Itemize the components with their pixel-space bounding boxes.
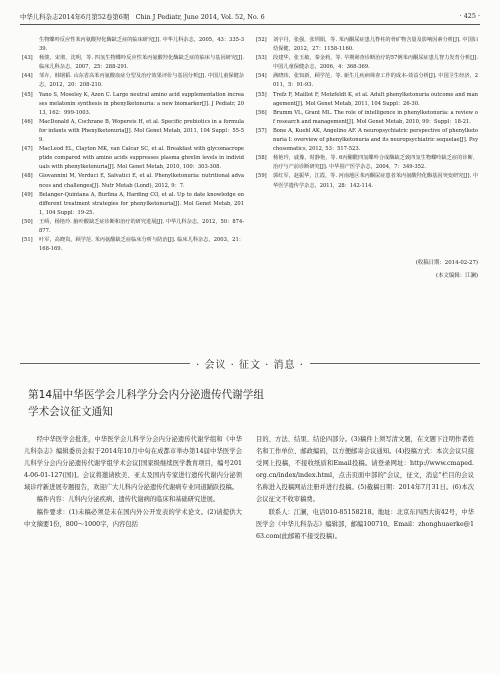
reference-number: [48] <box>22 173 33 180</box>
reference-item <box>256 36 478 54</box>
reference-text: 杨艳玲，戚豫，时静艳，等. 6丙酮酰四氢蝶呤合成酶缺乏致四氢生物蝶呤缺乏症的诊断、治疗与产前诊断研究[J]. 中华围产医学杂志，2004，7：349-352. <box>273 155 478 171</box>
reference-number: [50] <box>22 218 33 225</box>
reference-item <box>256 109 478 127</box>
reference-text: 郭红军，赵振华，江霞，等. 河南地区苯丙酮尿症患者苯丙氨酸羟化酶基因突变研究[J]. 中华医学遗传学杂志，2011，28：142-114. <box>273 173 478 189</box>
notice-body-left <box>24 434 242 531</box>
reference-number: [45] <box>22 91 33 98</box>
reference-number: [55] <box>256 91 267 98</box>
reference-number: [59] <box>256 173 267 180</box>
reference-text: 刘宇丹，张强，张圳娟，等. 苯丙酮尿症患儿脊柱的骨矿物含量及影响因素分析[J]. 中国妇幼保健，2012，27：1158-1160. <box>273 37 478 53</box>
reference-item <box>256 54 478 72</box>
reference-text: Brumm VL, Grant ML. The role of intelligence in phenylketonuria: a review of research and management[J]. Mol Genet Metab, 2010, 99：Suppl：18-21. <box>273 109 478 125</box>
reference-text: Bone A, Kuehl AK, Angelino AF. A neuropsychiatric perspective of phenylketonuria I: overview of phenylketonuria and its neuropsychiatric sequelae[J]. Psychosomatics, 2012, 53：517-523. <box>273 127 478 153</box>
article-title <box>28 387 348 421</box>
reference-number: [57] <box>256 127 267 134</box>
reference-text: 生物蝶呤反应性苯丙氨酸羟化酶缺乏症的临床研究[J]. 中华儿科杂志，2005，43：335-339. <box>39 37 244 53</box>
reference-item <box>22 236 244 254</box>
running-header <box>20 10 480 25</box>
body-paragraph: 经中华医学会批准，中华医学会儿科学分会内分泌遗传代谢学组和《中华儿科杂志》编辑委员会拟于2014年10月中旬在成都市举办第14届中华医学会儿科学分会内分泌遗传代谢学组学术会议[国家级继续医学教育项目，编号2014-06-01-127(国)]。会议将邀请欧美、亚太及国内专家进行遗传代谢内分泌领域诊疗新进展专题报告，欢迎广大儿科内分泌遗传代谢病专业同道踊跃投稿。 <box>24 436 242 492</box>
reference-number: [53] <box>256 55 267 62</box>
body-paragraph: 稿件内容：儿科内分泌疾病、遗传代谢病的临床和基础研究进展。 <box>36 496 220 504</box>
reference-text: 满晓玮，张知新，顾学范，等. 新生儿疾病筛查工作的成本-效益分析[J]. 中国卫生经济，2011，5：91-93. <box>273 73 478 89</box>
reference-number: [54] <box>256 73 267 80</box>
reference-text: Belanger-Quintana A, Burlina A, Harding CO, et al. Up to date knowledge on different treatment strategies for phenylketonuria[J]. Mol Genet Metab, 2011, 104 Suppl：19-25. <box>39 191 244 216</box>
reference-item <box>22 191 244 218</box>
reference-text: Trefz F, Maillot F, Motzfeldt K, et al. Adult phenylketonuria outcome and management[J]. Mol Genet Metab, 2011, 104 Suppl：26-30. <box>273 91 478 107</box>
reference-number: [44] <box>22 73 33 80</box>
reference-item <box>256 127 478 154</box>
page-number: · 425 · <box>459 12 480 20</box>
reference-item <box>256 72 478 90</box>
reference-item <box>22 172 244 190</box>
reference-text: 段建华，张玉敏，秦金莉，等. 早期筛查诊断治疗的57例苯丙酮尿症患儿智力发育分析[J]. 中国儿童保健杂志，2006，4：368-369. <box>273 55 478 71</box>
editor-credit: (本文编辑：江澜) <box>436 273 478 279</box>
received-date: (收稿日期：2014-02-27) <box>415 260 478 266</box>
reference-text: 邹卉，韩钢韬. 山东省高苯丙氨酸血症分型及治疗效果评价与基因分析[J]. 中国儿童保健杂志，2012，20：208-210. <box>39 73 244 89</box>
body-paragraph: 目的、方法、结果、结论四部分。(3)稿件上须写清文题，在文题下注明作者姓名和工作单位、邮政编码，以方便邮寄会议通知。(4)投稿方式：本次会议只接受网上投稿，不接收纸质和Email投稿。请登录网址：http://www.cmaped.org.cn/index/index.html，点击页面中部的"会议，征文，消息"栏目的会议名称进入投稿网站注册并进行投稿。(5)截稿日期：2014年7月31日。(6)本次会议征文不收审稿费。 <box>256 436 474 504</box>
journal-citation: 中华儿科杂志2014年6月第52卷第6期 Chin J Pediatr, June 2014, Vol. 52, No. 6 <box>20 13 265 21</box>
reference-number: [56] <box>256 109 267 116</box>
reference-number: [51] <box>22 237 33 244</box>
body-paragraph: 稿件要求：(1)未稿必须是未在国内外公开发表的学术论文。(2)请提供大中文摘要1份，800～1000字，内容包括 <box>24 508 242 528</box>
reference-item <box>256 154 478 172</box>
reference-number: [49] <box>22 191 33 198</box>
reference-number: [58] <box>256 155 267 162</box>
reference-item <box>22 145 244 172</box>
section-heading <box>20 356 480 370</box>
reference-item <box>256 91 478 109</box>
reference-number: [52] <box>256 37 267 43</box>
reference-text: Giovannini M, Verduci E, Salvatici E, et al. Phenylketonuria: nutritional advances and challenges[J]. Nutr Metab (Lond), 2012, 9：7. <box>39 173 244 189</box>
article-title-line-1: 第14届中华医学会儿科学分会内分泌遗传代谢学组 <box>28 389 264 401</box>
reference-item <box>22 91 244 118</box>
reference-text: MacLeod EL, Clayton MK, van Calcar SC, et al. Breakfast with glycomacropeptide compared with amino acids suppresses plasma ghrelin levels in individuals with phenylketonuria[J]. Mol Genet Metab, 2010, 100：303-308. <box>39 146 244 171</box>
reference-list-right <box>256 36 478 191</box>
reference-number: [43] <box>22 55 33 62</box>
reference-number: [47] <box>22 146 33 153</box>
article-title-line-2: 学术会议征文通知 <box>28 406 113 418</box>
contact-paragraph: 联系人：江澜，电话010-85158218。地址：北京东四西大街42号，中华医学会《中华儿科杂志》编辑部，邮编100710。Email：zhonghuaerke@163.com(此邮箱不接受投稿)。 <box>256 508 474 540</box>
reference-text: 叶军，高晓岚，顾学范. 苯丙氨酸缺乏症临床分析与防治[J]. 临床儿科杂志，2003，21：168-169. <box>39 237 244 253</box>
section-title: · 会议 · 征文 · 消息 · <box>192 360 308 371</box>
notice-body-right <box>256 434 474 543</box>
reference-number: [46] <box>22 118 33 125</box>
reference-item <box>22 36 244 54</box>
reference-text: 杨骏，宋彻，沈明，等. 四氢生物蝶呤反应性苯丙氨酸羟化酶缺乏症的临床与基因研究[J]. 临床儿科杂志，2007，25：288-291. <box>39 55 244 71</box>
reference-item <box>22 72 244 90</box>
reference-list-left <box>22 36 244 254</box>
reference-item <box>22 218 244 236</box>
reference-item <box>22 54 244 72</box>
reference-text: Yano S, Moseley K, Azen C. Large neutral amino acid supplementation increases melatonin synthesis in phenylketonuria: a new biomarker[J]. J Pediatr, 2013, 162：999-1003. <box>39 91 244 116</box>
reference-item <box>256 172 478 190</box>
reference-item <box>22 118 244 145</box>
reference-text: 王峤，杨艳玲. 脑叶酸缺乏症诊断和治疗的研究进展[J]. 中华儿科杂志，2012，50：874-877. <box>39 218 244 234</box>
reference-text: MacDonald A, Cochrane B, Wopereis H, et al. Specific prebiotics in a formula for infants with Phenylketonuria[J]. Mol Genet Metab, 2011, 104 Suppl：55-59. <box>39 118 244 144</box>
